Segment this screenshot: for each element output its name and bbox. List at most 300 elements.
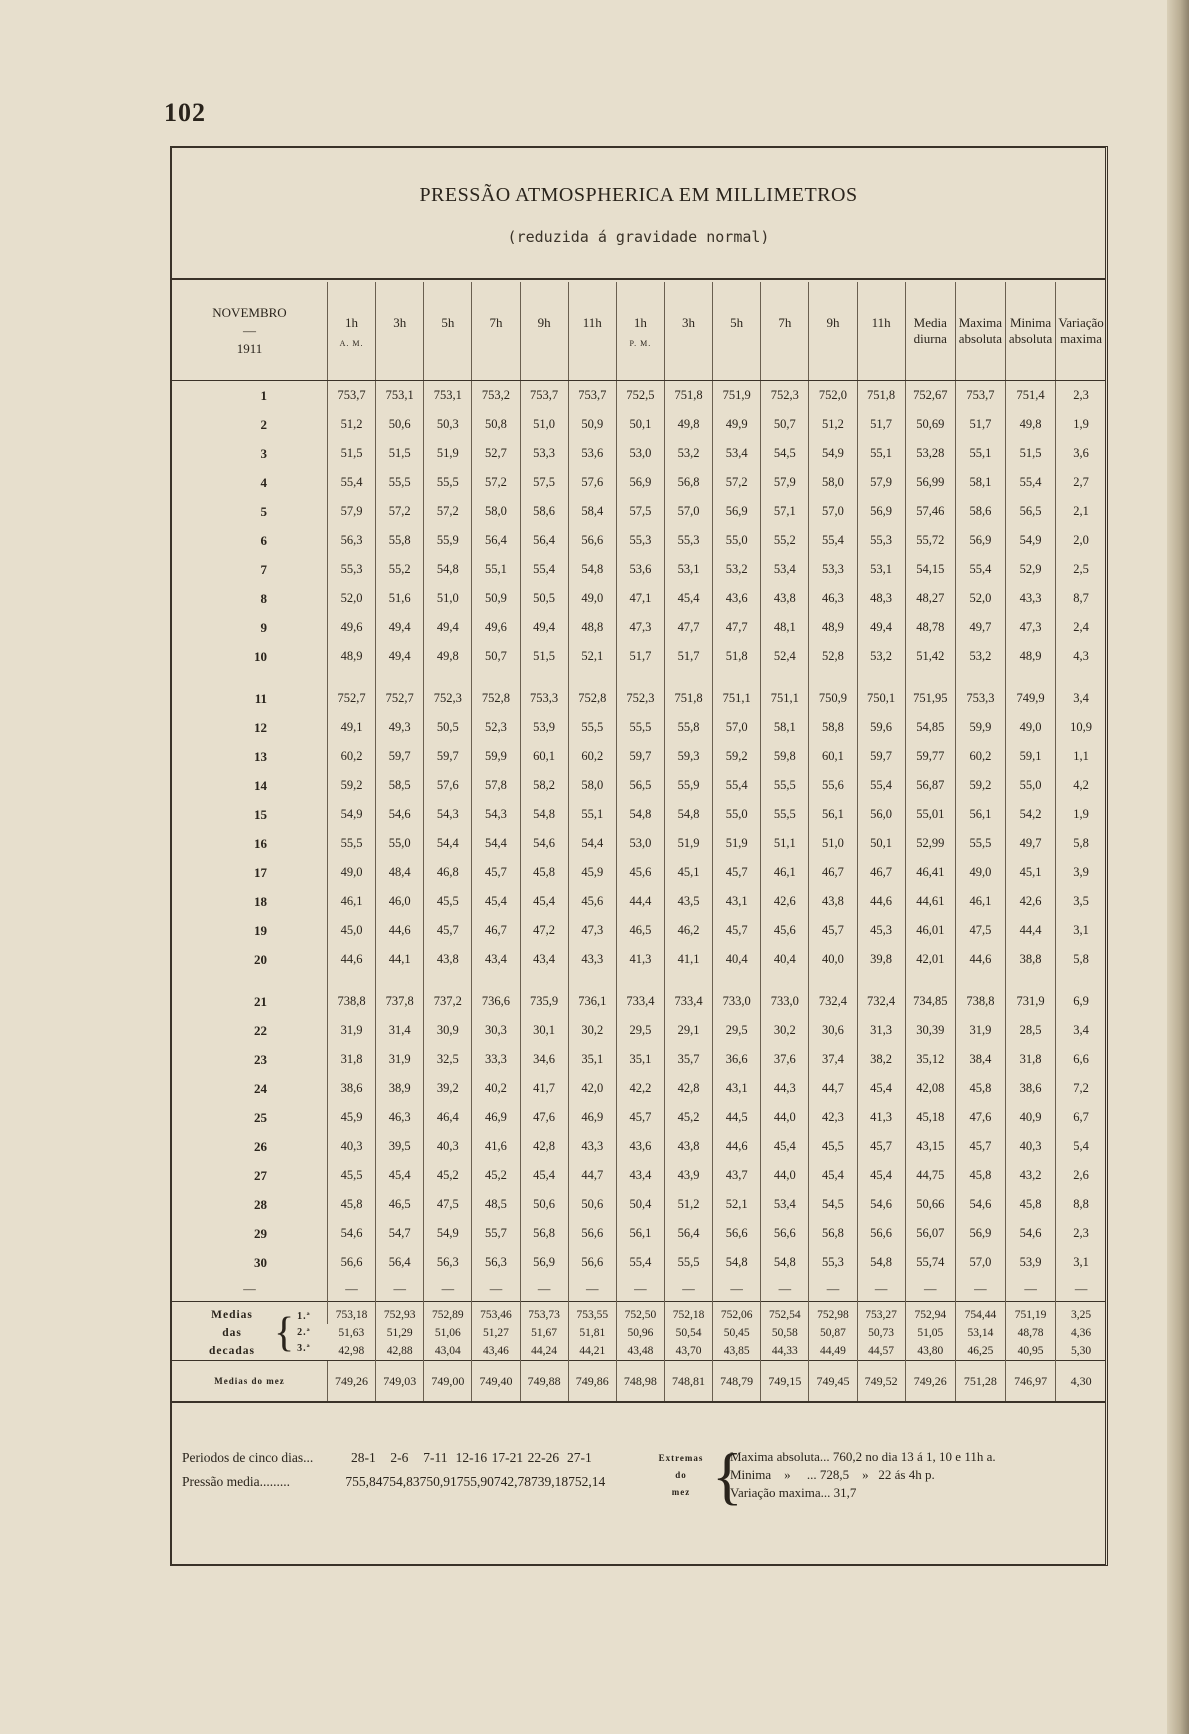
table-row bbox=[172, 526, 1106, 555]
day-cell: 11 bbox=[254, 690, 267, 706]
month-average-row bbox=[172, 1361, 1106, 1403]
brace-icon: { bbox=[274, 1310, 296, 1356]
value-cell: 753,7 bbox=[955, 381, 1005, 411]
hour-header: 5h bbox=[424, 282, 472, 381]
value-cell: 40,3 bbox=[327, 1132, 375, 1161]
value-cell: 753,7 bbox=[568, 381, 616, 411]
decade-value: 751,19 bbox=[1005, 1302, 1055, 1325]
decade-value: 51,29 bbox=[376, 1324, 424, 1342]
dash-cell: — bbox=[1005, 1277, 1055, 1302]
value-cell: 45,6 bbox=[761, 916, 809, 945]
extremas-label: Extremas do mez bbox=[658, 1453, 704, 1497]
table-row bbox=[172, 410, 1106, 439]
value-cell: 738,8 bbox=[327, 987, 375, 1016]
value-cell: 43,6 bbox=[616, 1132, 664, 1161]
month-name: NOVEMBRO bbox=[212, 305, 287, 320]
value-cell: 44,5 bbox=[713, 1103, 761, 1132]
value-cell: 52,3 bbox=[472, 713, 520, 742]
value-cell: 46,9 bbox=[568, 1103, 616, 1132]
value-cell: 41,3 bbox=[857, 1103, 905, 1132]
value-cell: 53,6 bbox=[568, 439, 616, 468]
value-cell: 39,8 bbox=[857, 945, 905, 974]
value-cell: 57,2 bbox=[376, 497, 424, 526]
period-value: 17-21 bbox=[491, 1450, 524, 1465]
value-cell: 51,1 bbox=[761, 829, 809, 858]
value-cell: 51,9 bbox=[664, 829, 712, 858]
value-cell: 45,5 bbox=[424, 887, 472, 916]
minima-header: Minima absoluta bbox=[1005, 282, 1055, 381]
day-cell: 23 bbox=[253, 1051, 267, 1067]
value-cell: 58,1 bbox=[761, 713, 809, 742]
value-cell: 58,8 bbox=[809, 713, 857, 742]
month-average-value: 749,45 bbox=[809, 1361, 857, 1403]
month-average-value: 748,79 bbox=[713, 1361, 761, 1403]
value-cell: 752,7 bbox=[327, 684, 375, 713]
value-cell: 57,0 bbox=[809, 497, 857, 526]
value-cell: 40,2 bbox=[472, 1074, 520, 1103]
value-cell: 54,15 bbox=[905, 555, 955, 584]
value-cell: 44,7 bbox=[568, 1161, 616, 1190]
decade-gap bbox=[172, 671, 1106, 684]
value-cell: 44,6 bbox=[857, 887, 905, 916]
decade-number: 2.ª bbox=[297, 1327, 311, 1338]
value-cell: 53,9 bbox=[1005, 1248, 1055, 1277]
value-cell: 2,4 bbox=[1056, 613, 1106, 642]
month-average-value: 749,88 bbox=[520, 1361, 568, 1403]
value-cell: 47,3 bbox=[1005, 613, 1055, 642]
value-cell: 53,0 bbox=[616, 439, 664, 468]
value-cell: 43,2 bbox=[1005, 1161, 1055, 1190]
value-cell: 59,2 bbox=[955, 771, 1005, 800]
value-cell: 50,66 bbox=[905, 1190, 955, 1219]
pressure-label: Pressão media......... bbox=[182, 1474, 290, 1489]
month-average-label: Medias do mez bbox=[172, 1361, 327, 1403]
value-cell: 39,2 bbox=[424, 1074, 472, 1103]
value-cell: 54,8 bbox=[664, 800, 712, 829]
value-cell: 37,4 bbox=[809, 1045, 857, 1074]
decade-value: 43,46 bbox=[472, 1342, 520, 1361]
value-cell: 42,08 bbox=[905, 1074, 955, 1103]
value-cell: 54,6 bbox=[955, 1190, 1005, 1219]
value-cell: 47,7 bbox=[664, 613, 712, 642]
value-cell: 56,1 bbox=[809, 800, 857, 829]
decade-value: 44,57 bbox=[857, 1342, 905, 1361]
value-cell: 45,4 bbox=[809, 1161, 857, 1190]
month-average-value: 749,40 bbox=[472, 1361, 520, 1403]
day-cell: 15 bbox=[253, 806, 267, 822]
day-cell: 30 bbox=[253, 1254, 267, 1270]
value-cell: 55,4 bbox=[713, 771, 761, 800]
day-cell: 3 bbox=[260, 445, 267, 461]
value-cell: 752,7 bbox=[376, 684, 424, 713]
value-cell: 57,5 bbox=[616, 497, 664, 526]
averages-body bbox=[172, 1302, 1106, 1403]
value-cell: 45,6 bbox=[616, 858, 664, 887]
value-cell: 56,9 bbox=[955, 526, 1005, 555]
value-cell: 44,0 bbox=[761, 1103, 809, 1132]
value-cell: 55,9 bbox=[424, 526, 472, 555]
value-cell: 46,1 bbox=[761, 858, 809, 887]
value-cell: 44,7 bbox=[809, 1074, 857, 1103]
footer bbox=[172, 1432, 1106, 1532]
value-cell: 54,5 bbox=[809, 1190, 857, 1219]
value-cell: 751,8 bbox=[664, 381, 712, 411]
value-cell: 50,9 bbox=[568, 410, 616, 439]
value-cell: 44,61 bbox=[905, 887, 955, 916]
extremas-var: Variação maxima... 31,7 bbox=[730, 1485, 857, 1500]
value-cell: 48,27 bbox=[905, 584, 955, 613]
value-cell: 55,5 bbox=[664, 1248, 712, 1277]
decade-value: 753,27 bbox=[857, 1302, 905, 1325]
pressure-value: 755,90 bbox=[456, 1474, 494, 1489]
value-cell: 40,0 bbox=[809, 945, 857, 974]
value-cell: 44,1 bbox=[376, 945, 424, 974]
value-cell: 3,6 bbox=[1056, 439, 1106, 468]
value-cell: 50,9 bbox=[472, 584, 520, 613]
value-cell: 43,9 bbox=[664, 1161, 712, 1190]
value-cell: 2,1 bbox=[1056, 497, 1106, 526]
value-cell: 56,5 bbox=[1005, 497, 1055, 526]
value-cell: 46,7 bbox=[857, 858, 905, 887]
value-cell: 50,4 bbox=[616, 1190, 664, 1219]
table-subtitle: (reduzida á gravidade normal) bbox=[507, 228, 770, 246]
value-cell: 56,87 bbox=[905, 771, 955, 800]
dash-row bbox=[172, 1277, 1106, 1302]
value-cell: 55,1 bbox=[955, 439, 1005, 468]
value-cell: 751,1 bbox=[713, 684, 761, 713]
value-cell: 49,0 bbox=[327, 858, 375, 887]
value-cell: 45,1 bbox=[664, 858, 712, 887]
day-cell: 26 bbox=[253, 1138, 267, 1154]
value-cell: 57,6 bbox=[568, 468, 616, 497]
value-cell: 51,7 bbox=[616, 642, 664, 671]
value-cell: 752,8 bbox=[472, 684, 520, 713]
value-cell: 753,3 bbox=[955, 684, 1005, 713]
value-cell: 51,7 bbox=[955, 410, 1005, 439]
value-cell: 55,74 bbox=[905, 1248, 955, 1277]
value-cell: 55,8 bbox=[664, 713, 712, 742]
value-cell: 49,0 bbox=[1005, 713, 1055, 742]
value-cell: 43,1 bbox=[713, 1074, 761, 1103]
decade-value: 752,93 bbox=[376, 1302, 424, 1325]
value-cell: 46,3 bbox=[809, 584, 857, 613]
decade-value: 51,63 bbox=[338, 1327, 365, 1339]
table-row bbox=[172, 642, 1106, 671]
day-cell: 4 bbox=[260, 474, 267, 490]
value-cell: 56,07 bbox=[905, 1219, 955, 1248]
table-row bbox=[172, 858, 1106, 887]
value-cell: 54,8 bbox=[520, 800, 568, 829]
decade-value: 43,04 bbox=[424, 1342, 472, 1361]
value-cell: 55,5 bbox=[424, 468, 472, 497]
value-cell: 31,8 bbox=[327, 1045, 375, 1074]
value-cell: 59,2 bbox=[327, 771, 375, 800]
value-cell: 736,1 bbox=[568, 987, 616, 1016]
month-average-value: 748,81 bbox=[664, 1361, 712, 1403]
value-cell: 45,4 bbox=[472, 887, 520, 916]
pressure-row bbox=[182, 1474, 605, 1490]
value-cell: 57,6 bbox=[424, 771, 472, 800]
value-cell: 54,4 bbox=[424, 829, 472, 858]
value-cell: 56,3 bbox=[424, 1248, 472, 1277]
value-cell: 48,9 bbox=[327, 642, 375, 671]
day-cell: 24 bbox=[253, 1080, 267, 1096]
value-cell: 52,9 bbox=[1005, 555, 1055, 584]
value-cell: 5,8 bbox=[1056, 945, 1106, 974]
value-cell: 50,1 bbox=[616, 410, 664, 439]
value-cell: 732,4 bbox=[809, 987, 857, 1016]
value-cell: 49,9 bbox=[713, 410, 761, 439]
decade-value: 752,89 bbox=[424, 1302, 472, 1325]
value-cell: 45,4 bbox=[520, 1161, 568, 1190]
decade-value: 3,25 bbox=[1056, 1302, 1106, 1325]
value-cell: 45,8 bbox=[955, 1161, 1005, 1190]
value-cell: 46,9 bbox=[472, 1103, 520, 1132]
value-cell: 47,5 bbox=[424, 1190, 472, 1219]
value-cell: 54,4 bbox=[568, 829, 616, 858]
decade-value: 752,06 bbox=[713, 1302, 761, 1325]
value-cell: 55,5 bbox=[955, 829, 1005, 858]
value-cell: 48,9 bbox=[809, 613, 857, 642]
value-cell: 50,5 bbox=[424, 713, 472, 742]
value-cell: 57,9 bbox=[857, 468, 905, 497]
value-cell: 3,4 bbox=[1056, 684, 1106, 713]
value-cell: 56,9 bbox=[857, 497, 905, 526]
value-cell: 60,2 bbox=[568, 742, 616, 771]
month-header bbox=[172, 282, 327, 381]
value-cell: 56,0 bbox=[857, 800, 905, 829]
value-cell: 51,0 bbox=[809, 829, 857, 858]
value-cell: 46,5 bbox=[376, 1190, 424, 1219]
value-cell: 56,9 bbox=[955, 1219, 1005, 1248]
value-cell: 1,9 bbox=[1056, 800, 1106, 829]
value-cell: 50,5 bbox=[520, 584, 568, 613]
value-cell: 53,9 bbox=[520, 713, 568, 742]
day-cell: 2 bbox=[260, 416, 267, 432]
value-cell: 752,3 bbox=[761, 381, 809, 411]
value-cell: 56,6 bbox=[713, 1219, 761, 1248]
value-cell: 56,6 bbox=[568, 1219, 616, 1248]
value-cell: 30,39 bbox=[905, 1016, 955, 1045]
value-cell: 55,3 bbox=[809, 1248, 857, 1277]
value-cell: 57,8 bbox=[472, 771, 520, 800]
value-cell: 35,1 bbox=[616, 1045, 664, 1074]
value-cell: 55,0 bbox=[713, 800, 761, 829]
value-cell: 48,78 bbox=[905, 613, 955, 642]
value-cell: 51,5 bbox=[327, 439, 375, 468]
value-cell: 45,7 bbox=[472, 858, 520, 887]
table-row bbox=[172, 1219, 1106, 1248]
decade-value: 43,85 bbox=[713, 1342, 761, 1361]
value-cell: 48,5 bbox=[472, 1190, 520, 1219]
value-cell: 46,7 bbox=[809, 858, 857, 887]
value-cell: 58,6 bbox=[520, 497, 568, 526]
value-cell: 51,6 bbox=[376, 584, 424, 613]
value-cell: 49,6 bbox=[327, 613, 375, 642]
value-cell: 40,4 bbox=[761, 945, 809, 974]
value-cell: 40,3 bbox=[1005, 1132, 1055, 1161]
decade-value: 40,95 bbox=[1005, 1342, 1055, 1361]
value-cell: 54,85 bbox=[905, 713, 955, 742]
value-cell: 37,6 bbox=[761, 1045, 809, 1074]
value-cell: 51,5 bbox=[376, 439, 424, 468]
value-cell: 58,0 bbox=[568, 771, 616, 800]
value-cell: 49,4 bbox=[376, 642, 424, 671]
pressure-table bbox=[172, 282, 1106, 1403]
value-cell: 46,3 bbox=[376, 1103, 424, 1132]
value-cell: 59,1 bbox=[1005, 742, 1055, 771]
value-cell: 45,0 bbox=[327, 916, 375, 945]
period-value: 22-26 bbox=[527, 1450, 560, 1465]
dash-cell: — bbox=[1056, 1277, 1106, 1302]
value-cell: 41,1 bbox=[664, 945, 712, 974]
value-cell: 57,2 bbox=[472, 468, 520, 497]
value-cell: 54,3 bbox=[472, 800, 520, 829]
month-average-value: 749,15 bbox=[761, 1361, 809, 1403]
value-cell: 5,8 bbox=[1056, 829, 1106, 858]
value-cell: 731,9 bbox=[1005, 987, 1055, 1016]
decade-value: 50,87 bbox=[809, 1324, 857, 1342]
table-row bbox=[172, 439, 1106, 468]
day-cell: 1 bbox=[260, 387, 267, 403]
dash-cell: — bbox=[327, 1277, 375, 1302]
hour-header: 1h A. M. bbox=[327, 282, 375, 381]
value-cell: 44,6 bbox=[713, 1132, 761, 1161]
value-cell: 752,67 bbox=[905, 381, 955, 411]
value-cell: 43,7 bbox=[713, 1161, 761, 1190]
decade-value: 51,27 bbox=[472, 1324, 520, 1342]
decade-value: 752,50 bbox=[616, 1302, 664, 1325]
month-average-value: 749,03 bbox=[376, 1361, 424, 1403]
value-cell: 57,5 bbox=[520, 468, 568, 497]
day-cell: 7 bbox=[260, 561, 267, 577]
table-row bbox=[172, 468, 1106, 497]
value-cell: 48,4 bbox=[376, 858, 424, 887]
month-year: 1911 bbox=[236, 341, 263, 356]
value-cell: 56,1 bbox=[616, 1219, 664, 1248]
table-row bbox=[172, 613, 1106, 642]
value-cell: 54,6 bbox=[857, 1190, 905, 1219]
value-cell: 52,0 bbox=[327, 584, 375, 613]
value-cell: 49,8 bbox=[1005, 410, 1055, 439]
value-cell: 736,6 bbox=[472, 987, 520, 1016]
decade-value: 752,18 bbox=[664, 1302, 712, 1325]
value-cell: 56,9 bbox=[713, 497, 761, 526]
period-value: 28-1 bbox=[351, 1450, 376, 1465]
value-cell: 44,3 bbox=[761, 1074, 809, 1103]
value-cell: 56,3 bbox=[327, 526, 375, 555]
day-cell: 22 bbox=[253, 1022, 267, 1038]
value-cell: 7,2 bbox=[1056, 1074, 1106, 1103]
pressure-value: 739,18 bbox=[531, 1474, 569, 1489]
value-cell: 57,1 bbox=[761, 497, 809, 526]
day-cell: 6 bbox=[260, 532, 267, 548]
period-value: 12-16 bbox=[455, 1450, 488, 1465]
value-cell: 54,8 bbox=[713, 1248, 761, 1277]
table-row bbox=[172, 987, 1106, 1016]
dash-cell: — bbox=[809, 1277, 857, 1302]
value-cell: 59,9 bbox=[472, 742, 520, 771]
hour-header: 5h bbox=[713, 282, 761, 381]
value-cell: 54,5 bbox=[761, 439, 809, 468]
value-cell: 53,1 bbox=[857, 555, 905, 584]
decade-value: 43,48 bbox=[616, 1342, 664, 1361]
value-cell: 43,8 bbox=[664, 1132, 712, 1161]
pressure-value: 742,78 bbox=[493, 1474, 531, 1489]
day-cell: 18 bbox=[253, 893, 267, 909]
month-average-value: 749,86 bbox=[568, 1361, 616, 1403]
value-cell: 43,15 bbox=[905, 1132, 955, 1161]
day-cell: 29 bbox=[253, 1225, 267, 1241]
value-cell: 6,9 bbox=[1056, 987, 1106, 1016]
decade-value: 50,96 bbox=[616, 1324, 664, 1342]
value-cell: 59,77 bbox=[905, 742, 955, 771]
day-cell: 10 bbox=[253, 648, 267, 664]
day-cell: 28 bbox=[253, 1196, 267, 1212]
decade-value: 53,14 bbox=[955, 1324, 1005, 1342]
value-cell: 49,0 bbox=[568, 584, 616, 613]
value-cell: 45,4 bbox=[857, 1074, 905, 1103]
day-cell: 19 bbox=[253, 922, 267, 938]
value-cell: 53,0 bbox=[616, 829, 664, 858]
value-cell: 45,2 bbox=[424, 1161, 472, 1190]
title-block bbox=[172, 148, 1105, 280]
month-dash: — bbox=[242, 323, 256, 338]
value-cell: 40,4 bbox=[713, 945, 761, 974]
value-cell: 50,8 bbox=[472, 410, 520, 439]
value-cell: 56,4 bbox=[664, 1219, 712, 1248]
value-cell: 42,6 bbox=[761, 887, 809, 916]
value-cell: 41,7 bbox=[520, 1074, 568, 1103]
table-row bbox=[172, 800, 1106, 829]
value-cell: 49,0 bbox=[955, 858, 1005, 887]
value-cell: 60,1 bbox=[809, 742, 857, 771]
decade-value: 50,54 bbox=[664, 1324, 712, 1342]
decade-value: 44,21 bbox=[568, 1342, 616, 1361]
value-cell: 44,75 bbox=[905, 1161, 955, 1190]
value-cell: 53,4 bbox=[761, 555, 809, 584]
value-cell: 45,9 bbox=[568, 858, 616, 887]
decade-value: 51,67 bbox=[520, 1324, 568, 1342]
value-cell: 31,9 bbox=[955, 1016, 1005, 1045]
value-cell: 751,8 bbox=[857, 381, 905, 411]
value-cell: 46,0 bbox=[376, 887, 424, 916]
period-value: 27-1 bbox=[567, 1450, 592, 1465]
value-cell: 47,1 bbox=[616, 584, 664, 613]
value-cell: 45,3 bbox=[857, 916, 905, 945]
table-row bbox=[172, 916, 1106, 945]
table-row bbox=[172, 742, 1106, 771]
value-cell: 45,1 bbox=[1005, 858, 1055, 887]
value-cell: 51,0 bbox=[520, 410, 568, 439]
value-cell: 56,4 bbox=[376, 1248, 424, 1277]
value-cell: 54,8 bbox=[568, 555, 616, 584]
value-cell: 53,1 bbox=[664, 555, 712, 584]
value-cell: 753,1 bbox=[424, 381, 472, 411]
value-cell: 55,9 bbox=[664, 771, 712, 800]
value-cell: 732,4 bbox=[857, 987, 905, 1016]
value-cell: 42,0 bbox=[568, 1074, 616, 1103]
value-cell: 751,8 bbox=[664, 684, 712, 713]
value-cell: 51,9 bbox=[713, 829, 761, 858]
value-cell: 45,4 bbox=[857, 1161, 905, 1190]
value-cell: 55,5 bbox=[327, 829, 375, 858]
value-cell: 54,4 bbox=[472, 829, 520, 858]
value-cell: 47,5 bbox=[955, 916, 1005, 945]
value-cell: 56,1 bbox=[955, 800, 1005, 829]
value-cell: 31,3 bbox=[857, 1016, 905, 1045]
value-cell: 50,7 bbox=[472, 642, 520, 671]
